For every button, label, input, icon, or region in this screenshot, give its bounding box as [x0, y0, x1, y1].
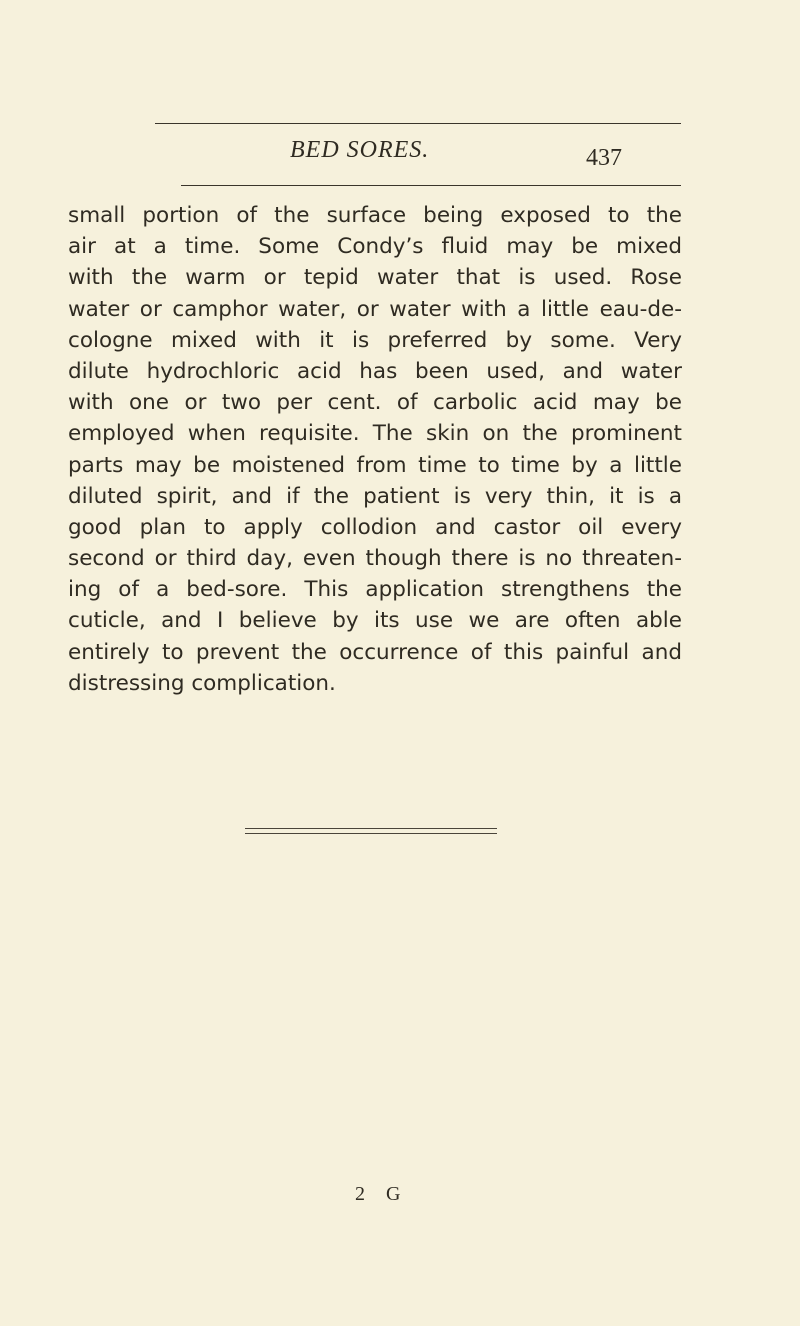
body-paragraph — [68, 200, 682, 699]
text-line: diluted spirit, and if the patient is very thin, it is a — [68, 483, 682, 509]
text-line: cuticle, and I believe by its use we are often able — [68, 608, 682, 634]
text-line: good plan to apply collodion and castor oil every — [68, 514, 682, 540]
text-line-last: distressing complication. — [68, 670, 336, 696]
section-end-double-rule — [245, 828, 497, 834]
text-line: dilute hydrochloric acid has been used, and water — [68, 358, 682, 384]
header-rule-top — [155, 123, 681, 124]
text-line: small portion of the surface being exposed to the — [68, 203, 682, 228]
running-head: BED SORES. — [290, 137, 430, 163]
text-line: water or camphor water, or water with a little eau-de- — [68, 296, 682, 322]
text-line: ing of a bed-sore. This application strengthens the — [68, 577, 682, 603]
page-number: 437 — [586, 145, 622, 171]
text-line: with one or two per cent. of carbolic acid may be — [68, 390, 682, 416]
text-line: cologne mixed with it is preferred by some. Very — [68, 327, 682, 353]
text-line: air at a time. Some Condy’s fluid may be mixed — [68, 234, 682, 260]
text-line: employed when requisite. The skin on the prominent — [68, 421, 682, 447]
text-line: second or third day, even though there is no threaten- — [68, 546, 682, 572]
text-line: parts may be moistened from time to time by a little — [68, 452, 682, 478]
text-line: with the warm or tepid water that is used. Rose — [68, 265, 682, 291]
text-line: entirely to prevent the occurrence of this painful and — [68, 639, 682, 665]
header-rule-bottom — [181, 185, 681, 186]
signature-mark: 2 G — [355, 1183, 409, 1205]
